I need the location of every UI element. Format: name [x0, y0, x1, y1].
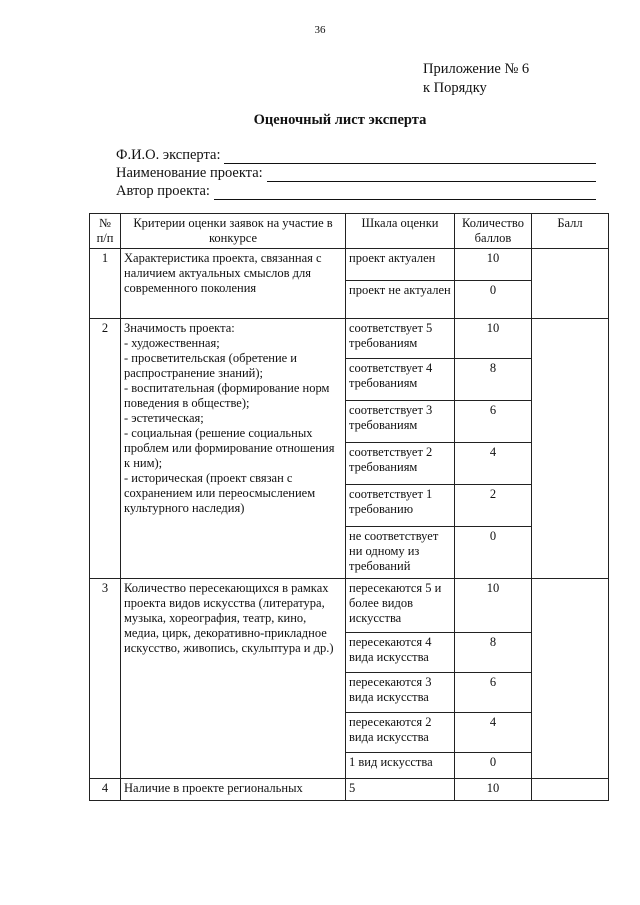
- header-num: № п/п: [90, 214, 121, 249]
- points-cell: 4: [455, 713, 532, 753]
- points-cell: 4: [455, 443, 532, 485]
- points-cell: 2: [455, 485, 532, 527]
- expert-name-line[interactable]: [224, 149, 596, 164]
- evaluation-table: [89, 213, 609, 801]
- score-cell[interactable]: [532, 579, 609, 779]
- page-number: 36: [314, 24, 326, 36]
- project-name-label: Наименование проекта:: [116, 165, 263, 181]
- row-number: 1: [90, 249, 121, 319]
- table-header-row: [90, 214, 609, 249]
- points-cell: 10: [455, 249, 532, 281]
- points-cell: 0: [455, 753, 532, 779]
- points-cell: 8: [455, 633, 532, 673]
- table-row: [90, 249, 609, 281]
- criteria-cell: Значимость проекта: - художественная; - просветительская (обретение и распространение знаний); - воспитательная (формирование норм поведения в обществе); - эстетическая; - социальная (решение социальных проблем или формирование отношения к ним); - историческая (проект связан с сохранением или переосмыслением культурного наследия): [121, 319, 346, 579]
- criteria-cell: Количество пересекающихся в рамках проекта видов искусства (литература, музыка, хореография, театр, кино, медиа, цирк, декоративно-прикладное искусство, живопись, скульптура и др.): [121, 579, 346, 779]
- project-author-line[interactable]: [214, 185, 596, 200]
- row-number: 3: [90, 579, 121, 779]
- table-row: [90, 319, 609, 359]
- document-title: Оценочный лист эксперта: [253, 112, 427, 128]
- scale-cell: пересекаются 2 вида искусства: [346, 713, 455, 753]
- header-criteria: Критерии оценки заявок на участие в конкурсе: [121, 214, 346, 249]
- project-author-field[interactable]: [116, 182, 596, 200]
- score-cell[interactable]: [532, 779, 609, 801]
- project-author-label: Автор проекта:: [116, 183, 210, 199]
- row-number: 2: [90, 319, 121, 579]
- row-number: 4: [90, 779, 121, 801]
- scale-cell: проект не актуален: [346, 281, 455, 319]
- project-name-line[interactable]: [267, 167, 596, 182]
- criteria-cell: Характеристика проекта, связанная с наличием актуальных смыслов для современного поколения: [121, 249, 346, 319]
- scale-cell: пересекаются 4 вида искусства: [346, 633, 455, 673]
- scale-cell: соответствует 1 требованию: [346, 485, 455, 527]
- points-cell: 10: [455, 779, 532, 801]
- expert-name-field[interactable]: [116, 146, 596, 164]
- table-row: [90, 779, 609, 801]
- scale-cell: соответствует 4 требованиям: [346, 359, 455, 401]
- points-cell: 8: [455, 359, 532, 401]
- points-cell: 10: [455, 319, 532, 359]
- scale-cell: не соответствует ни одному из требований: [346, 527, 455, 579]
- scale-cell: пересекаются 3 вида искусства: [346, 673, 455, 713]
- scale-cell: пересекаются 5 и более видов искусства: [346, 579, 455, 633]
- points-cell: 6: [455, 401, 532, 443]
- points-cell: 0: [455, 527, 532, 579]
- appendix-note: [423, 60, 529, 98]
- points-cell: 10: [455, 579, 532, 633]
- header-score: Балл: [532, 214, 609, 249]
- scale-cell: соответствует 3 требованиям: [346, 401, 455, 443]
- scale-cell: соответствует 5 требованиям: [346, 319, 455, 359]
- header-scale: Шкала оценки: [346, 214, 455, 249]
- scale-cell: проект актуален: [346, 249, 455, 281]
- expert-fields: [116, 146, 596, 200]
- scale-cell: 5: [346, 779, 455, 801]
- table-row: [90, 579, 609, 633]
- points-cell: 6: [455, 673, 532, 713]
- criteria-cell: Наличие в проекте региональных: [121, 779, 346, 801]
- project-name-field[interactable]: [116, 164, 596, 182]
- score-cell[interactable]: [532, 249, 609, 319]
- appendix-line-1: Приложение № 6: [423, 61, 530, 77]
- points-cell: 0: [455, 281, 532, 319]
- appendix-line-2: к Порядку: [423, 80, 487, 96]
- header-points: Количество баллов: [455, 214, 532, 249]
- expert-name-label: Ф.И.О. эксперта:: [116, 147, 221, 163]
- scale-cell: 1 вид искусства: [346, 753, 455, 779]
- score-cell[interactable]: [532, 319, 609, 579]
- scale-cell: соответствует 2 требованиям: [346, 443, 455, 485]
